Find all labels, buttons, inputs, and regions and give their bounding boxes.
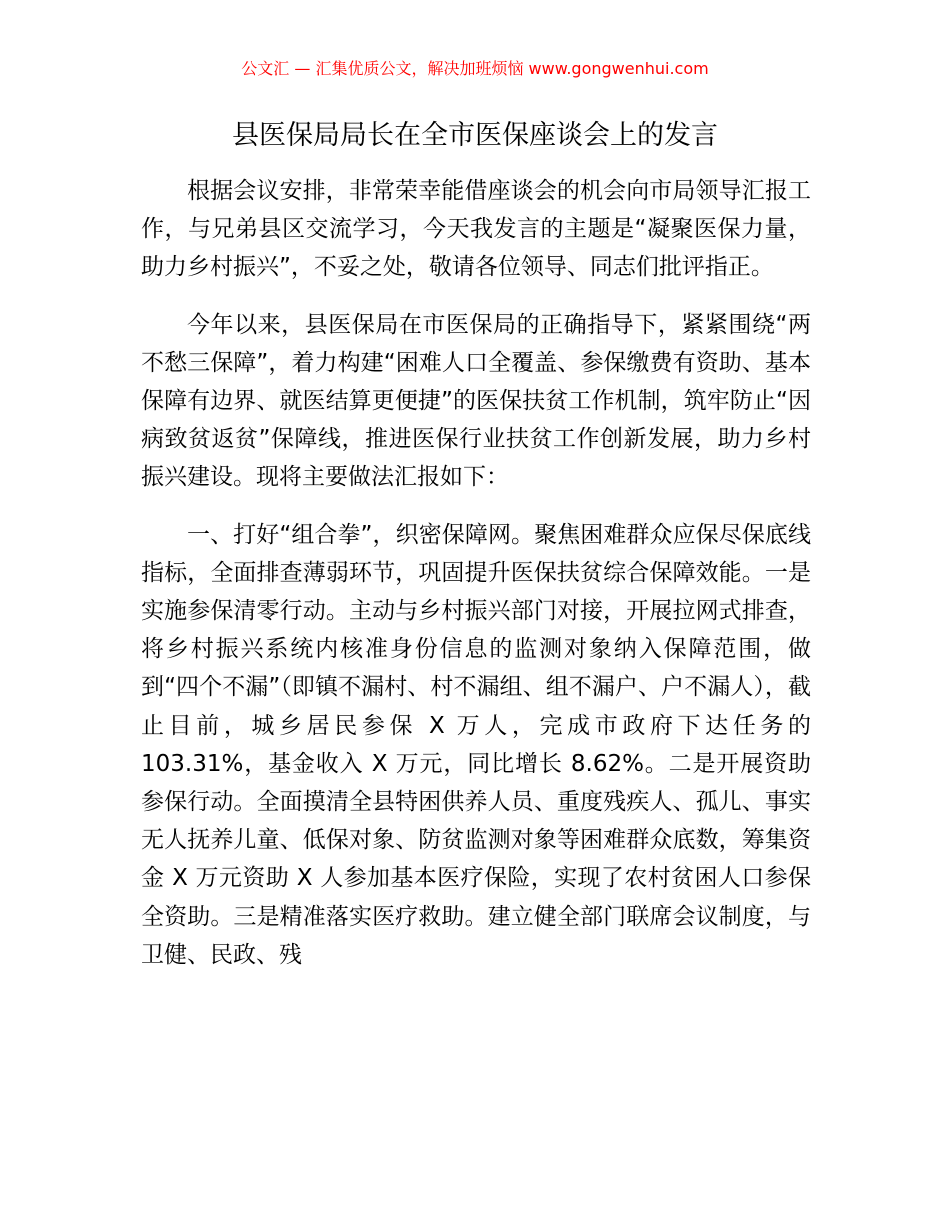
paragraph-overview: 今年以来，县医保局在市医保局的正确指导下，紧紧围绕“两不愁三保障”，着力构建“困难人口全覆盖、参保缴费有资助、基本保障有边界、就医结算更便捷”的医保扶贫工作机制，筑牢防止“因病致贫返贫”保障线，推进医保行业扶贫工作创新发展，助力乡村振兴建设。现将主要做法汇报如下： — [141, 311, 811, 491]
paragraph-section-one: 一、打好“组合拳”，织密保障网。聚焦困难群众应保尽保底线指标，全面排查薄弱环节，巩固提升医保扶贫综合保障效能。一是实施参保清零行动。主动与乡村振兴部门对接，开展拉网式排查，将乡村振兴系统内核准身份信息的监测对象纳入保障范围，做到“四个不漏”（即镇不漏村、村不漏组、组不漏户、户不漏人），截止目前，城乡居民参保 X 万人，完成市政府下达任务的 103.31%，基金收入 X 万元，同比增长 8.62%。二是开展资助参保行动。全面摸清全县特困供养人员、重度残疾人、孤儿、事实无人抚养儿童、低保对象、防贫监测对象等困难群众底数，筹集资金 X 万元资助 X 人参加基本医疗保险，实现了农村贫困人口参保全资助。三是精准落实医疗救助。建立健全部门联席会议制度，与卫健、民政、残 — [141, 521, 811, 968]
paragraph-intro: 根据会议安排，非常荣幸能借座谈会的机会向市局领导汇报工作，与兄弟县区交流学习，今天我发言的主题是“凝聚医保力量，助力乡村振兴”，不妥之处，敬请各位领导、同志们批评指正。 — [141, 178, 811, 281]
document-title: 县医保局局长在全市医保座谈会上的发言 — [232, 120, 718, 151]
document-body — [141, 172, 811, 993]
site-banner: 公文汇 — 汇集优质公文，解决加班烦恼 www.gongwenhui.com — [241, 59, 709, 78]
